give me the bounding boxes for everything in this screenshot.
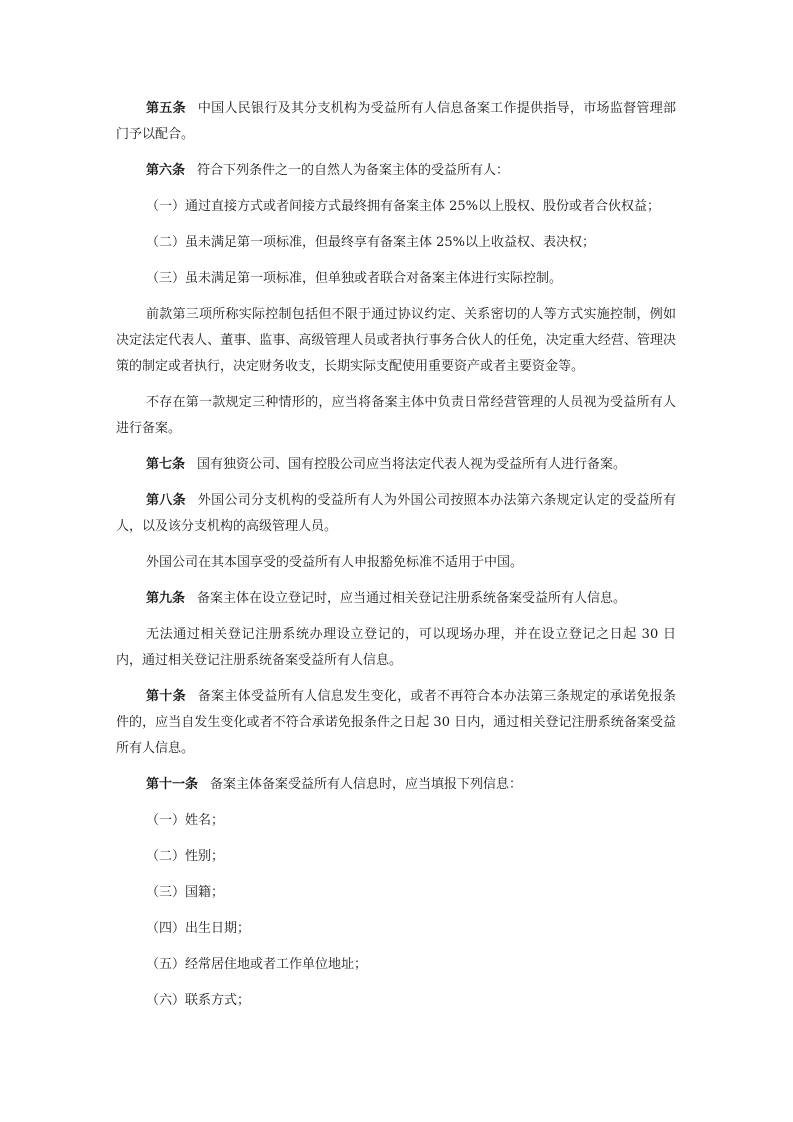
paragraph-onsite-filing: [116, 622, 676, 674]
paragraph-article-10: [116, 684, 676, 762]
article-number: 第九条: [146, 591, 186, 606]
list-item-6-2: [116, 230, 676, 256]
paragraph-article-5: [116, 96, 676, 148]
list-item-11-2: [116, 844, 676, 870]
document-page: [116, 96, 676, 1024]
item-text: （一）通过直接方式或者间接方式最终拥有备案主体 25%以上股权、股份或者合伙权益；: [146, 199, 661, 214]
paragraph-article-6: [116, 158, 676, 184]
paragraph-article-8: [116, 488, 676, 540]
item-text: （三）虽未满足第一项标准，但单独或者联合对备案主体进行实际控制。: [146, 271, 563, 286]
list-item-11-3: [116, 880, 676, 906]
article-number: 第六条: [146, 163, 186, 178]
list-item-11-6: [116, 988, 676, 1014]
paragraph-article-11: [116, 772, 676, 798]
paragraph-text: 符合下列条件之一的自然人为备案主体的受益所有人：: [197, 163, 510, 178]
paragraph-control-definition: [116, 302, 676, 380]
paragraph-text: 中国人民银行及其分支机构为受益所有人信息备案工作提供指导，市场监督管理部门予以配合。: [116, 101, 676, 142]
list-item-6-1: [116, 194, 676, 220]
paragraph-text: 无法通过相关登记注册系统办理设立登记的，可以现场办理，并在设立登记之日起 30 日内，通过相关登记注册系统备案受益所有人信息。: [116, 627, 676, 668]
item-text: （五）经常居住地或者工作单位地址；: [146, 957, 368, 972]
paragraph-text: 备案主体备案受益所有人信息时，应当填报下列信息：: [210, 777, 523, 792]
article-number: 第七条: [146, 457, 186, 472]
item-text: （三）国籍；: [146, 885, 225, 900]
article-number: 第十一条: [146, 777, 199, 792]
list-item-11-5: [116, 952, 676, 978]
paragraph-text: 国有独资公司、国有控股公司应当将法定代表人视为受益所有人进行备案。: [197, 457, 627, 472]
list-item-11-4: [116, 916, 676, 942]
paragraph-text: 不存在第一款规定三种情形的，应当将备案主体中负责日常经营管理的人员视为受益所有人进行备案。: [116, 395, 676, 436]
paragraph-text: 外国公司分支机构的受益所有人为外国公司按照本办法第六条规定认定的受益所有人，以及该分支机构的高级管理人员。: [116, 493, 676, 534]
item-text: （一）姓名；: [146, 813, 225, 828]
item-text: （六）联系方式；: [146, 993, 251, 1008]
paragraph-text: 备案主体在设立登记时，应当通过相关登记注册系统备案受益所有人信息。: [197, 591, 627, 606]
paragraph-fallback-rule: [116, 390, 676, 442]
article-number: 第五条: [146, 101, 186, 116]
paragraph-text: 前款第三项所称实际控制包括但不限于通过协议约定、关系密切的人等方式实施控制，例如决定法定代表人、董事、监事、高级管理人员或者执行事务合伙人的任免，决定重大经营、管理决策的制定或者执行，决定财务收支，长期实际支配使用重要资产或者主要资金等。: [116, 307, 676, 374]
item-text: （二）虽未满足第一项标准，但最终享有备案主体 25%以上收益权、表决权；: [146, 235, 596, 250]
article-number: 第十条: [146, 689, 186, 704]
list-item-6-3: [116, 266, 676, 292]
paragraph-article-7: [116, 452, 676, 478]
list-item-11-1: [116, 808, 676, 834]
paragraph-foreign-exemption: [116, 550, 676, 576]
article-number: 第八条: [146, 493, 186, 508]
item-text: （四）出生日期；: [146, 921, 251, 936]
paragraph-article-9: [116, 586, 676, 612]
item-text: （二）性别；: [146, 849, 225, 864]
paragraph-text: 备案主体受益所有人信息发生变化，或者不再符合本办法第三条规定的承诺免报条件的，应当自发生变化或者不符合承诺免报条件之日起 30 日内，通过相关登记注册系统备案受益所有人信息。: [116, 689, 676, 756]
paragraph-text: 外国公司在其本国享受的受益所有人申报豁免标准不适用于中国。: [146, 555, 524, 570]
